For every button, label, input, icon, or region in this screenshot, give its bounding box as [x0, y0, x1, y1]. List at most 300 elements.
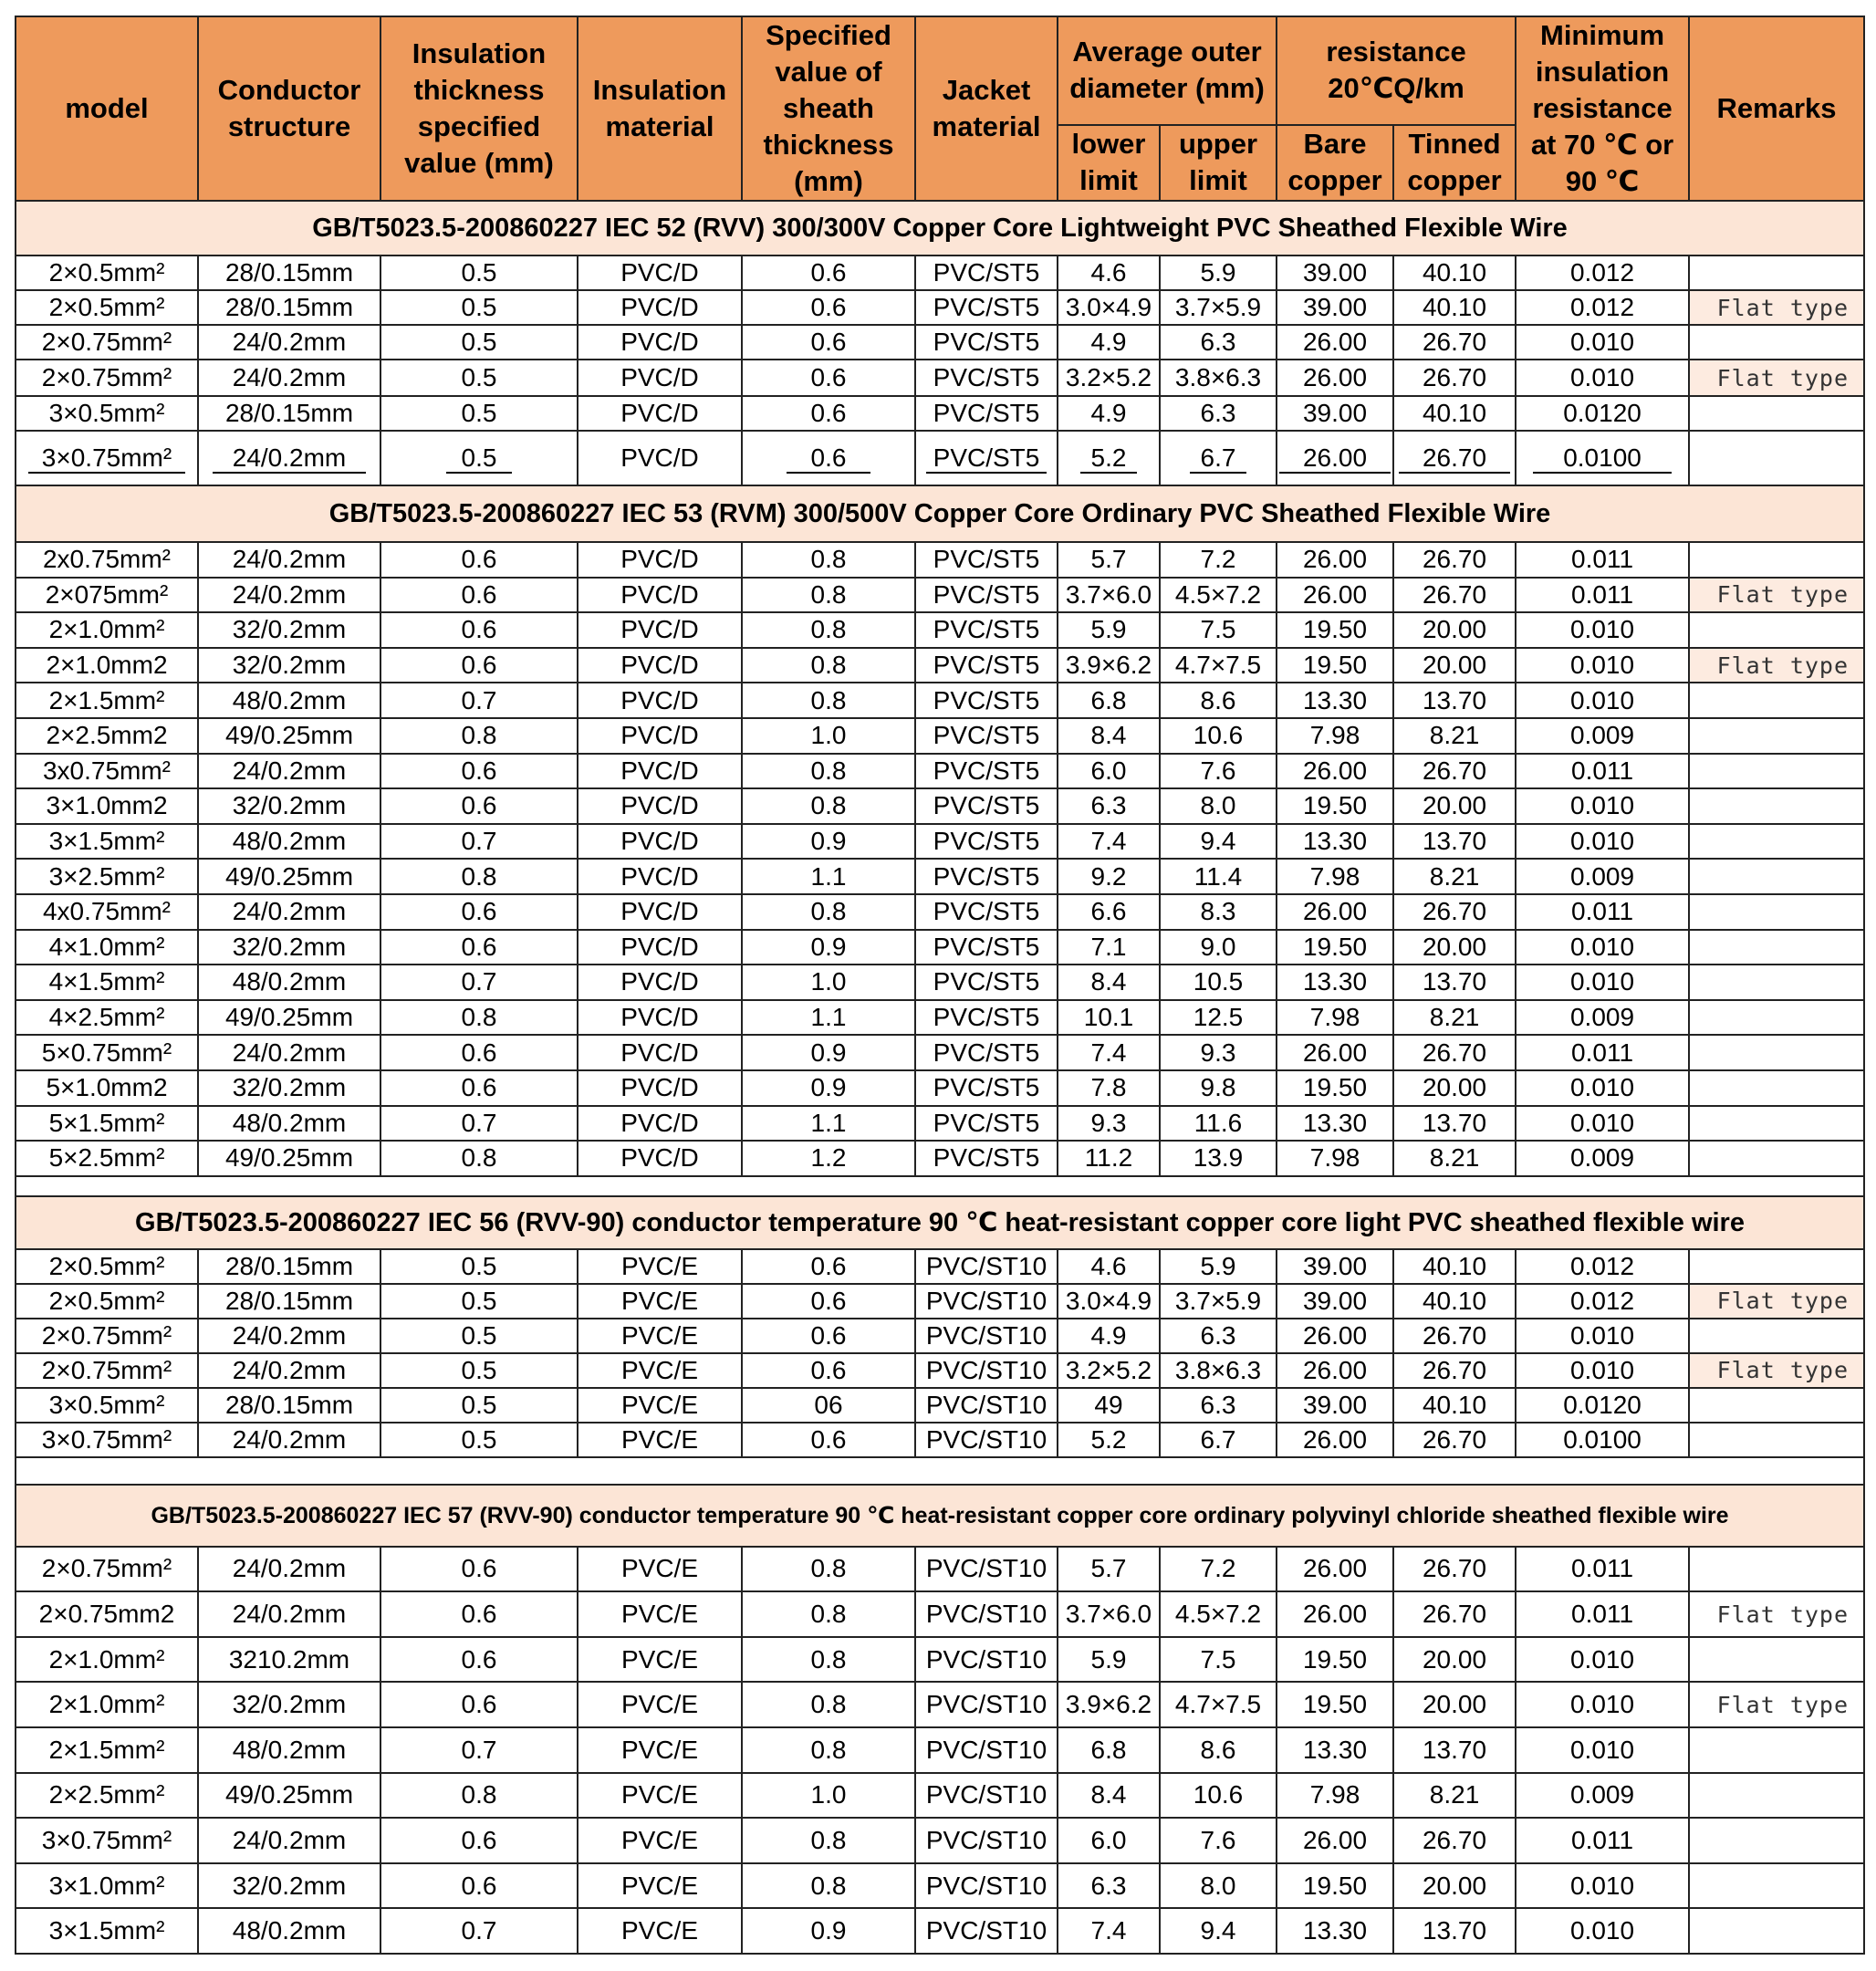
cell-jacket-material: PVC/ST10: [915, 1249, 1058, 1284]
cell-conductor-structure: 24/0.2mm: [198, 1423, 380, 1457]
cell-jacket-material: PVC/ST5: [915, 1070, 1058, 1106]
table-row: [16, 824, 1864, 860]
cell-value: 0.5: [446, 444, 512, 474]
cell-diameter-lower-limit: 4.9: [1058, 325, 1160, 360]
cell-insulation-thickness: 0.5: [380, 360, 578, 396]
cell-resistance-bare-copper: 26.00: [1277, 1423, 1393, 1457]
cell-diameter-lower-limit: 5.7: [1058, 542, 1160, 578]
cell-resistance-tinned-copper: 26.70: [1393, 754, 1516, 789]
cell-diameter-upper-limit: 5.9: [1160, 256, 1277, 290]
cell-insulation-thickness: 0.6: [380, 1547, 578, 1592]
table-row: [16, 578, 1864, 613]
cell-resistance-bare-copper: 26.00: [1277, 1818, 1393, 1863]
cell-sheath-thickness: 0.8: [742, 1863, 915, 1909]
table-row: [16, 612, 1864, 648]
cell-min-insulation-resistance: 0.010: [1516, 965, 1689, 1000]
cell-min-insulation-resistance: 0.010: [1516, 360, 1689, 396]
cell-model: 3×1.5mm²: [16, 1908, 198, 1954]
cell-resistance-bare-copper: 39.00: [1277, 256, 1393, 290]
cell-jacket-material: PVC/ST5: [915, 754, 1058, 789]
cell-remarks: [1689, 859, 1864, 894]
cell-jacket-material: PVC/ST10: [915, 1818, 1058, 1863]
cell-sheath-thickness: 0.6: [742, 1249, 915, 1284]
cell-insulation-thickness: 0.6: [380, 1637, 578, 1683]
cell-jacket-material: PVC/ST5: [915, 1106, 1058, 1142]
table-row: [16, 1908, 1864, 1954]
cell-resistance-bare-copper: 7.98: [1277, 1141, 1393, 1176]
cell-insulation-material: PVC/E: [578, 1637, 742, 1683]
cell-jacket-material: PVC/ST5: [915, 1000, 1058, 1036]
cell-diameter-upper-limit: 3.8×6.3: [1160, 1353, 1277, 1388]
cell-value: 0.0100: [1533, 444, 1672, 474]
cell-resistance-tinned-copper: 20.00: [1393, 1637, 1516, 1683]
cell-remarks: [1689, 788, 1864, 824]
cell-resistance-bare-copper: 19.50: [1277, 788, 1393, 824]
cell-remarks: [1689, 1773, 1864, 1819]
cell-insulation-material: PVC/D: [578, 894, 742, 930]
cell-resistance-tinned-copper: 26.70: [1393, 1319, 1516, 1353]
cell-conductor-structure: 48/0.2mm: [198, 1727, 380, 1773]
cell-sheath-thickness: 0.8: [742, 1547, 915, 1592]
cell-insulation-thickness: 0.8: [380, 718, 578, 754]
cell-model: 3×0.5mm²: [16, 1388, 198, 1423]
cell-model: 2×0.5mm²: [16, 1284, 198, 1319]
cell-conductor-structure: 32/0.2mm: [198, 1070, 380, 1106]
cell-conductor-structure: 32/0.2mm: [198, 1863, 380, 1909]
cell-jacket-material: PVC/ST10: [915, 1637, 1058, 1683]
table-row: [16, 754, 1864, 789]
cell-conductor-structure: 49/0.25mm: [198, 1000, 380, 1036]
cell-conductor-structure: 24/0.2mm: [198, 1035, 380, 1070]
cell-model: 2×1.0mm²: [16, 1637, 198, 1683]
cell-insulation-material: PVC/E: [578, 1682, 742, 1727]
cell-resistance-bare-copper: 19.50: [1277, 1637, 1393, 1683]
cell-insulation-thickness: 0.6: [380, 542, 578, 578]
cell-insulation-thickness: 0.7: [380, 1106, 578, 1142]
cell-jacket-material: PVC/ST5: [915, 788, 1058, 824]
table-row: [16, 788, 1864, 824]
table-row: [16, 1637, 1864, 1683]
cell-remarks: [1689, 1908, 1864, 1954]
cell-model: 4x0.75mm²: [16, 894, 198, 930]
cell-insulation-material: PVC/D: [578, 325, 742, 360]
cell-sheath-thickness: 0.8: [742, 1727, 915, 1773]
cell-jacket-material: PVC/ST5: [915, 859, 1058, 894]
cell-resistance-tinned-copper: 40.10: [1393, 396, 1516, 431]
cell-diameter-lower-limit: 8.4: [1058, 965, 1160, 1000]
cell-remarks: [1689, 1106, 1864, 1142]
cell-jacket-material: PVC/ST5: [915, 1141, 1058, 1176]
cell-diameter-upper-limit: 7.5: [1160, 1637, 1277, 1683]
cell-min-insulation-resistance: 0.012: [1516, 290, 1689, 325]
cell-sheath-thickness: 1.1: [742, 859, 915, 894]
cell-insulation-material: PVC/E: [578, 1908, 742, 1954]
cell-diameter-lower-limit: 49: [1058, 1388, 1160, 1423]
spacer-row: [16, 1176, 1864, 1196]
cell-sheath-thickness: 0.8: [742, 1591, 915, 1637]
cell-diameter-lower-limit: 3.2×5.2: [1058, 360, 1160, 396]
cell-conductor-structure: 28/0.15mm: [198, 1249, 380, 1284]
cell-resistance-tinned-copper: 20.00: [1393, 612, 1516, 648]
cell-insulation-thickness: 0.6: [380, 648, 578, 683]
cell-diameter-lower-limit: 7.1: [1058, 930, 1160, 965]
cell-diameter-upper-limit: 3.7×5.9: [1160, 1284, 1277, 1319]
cell-resistance-bare-copper: 39.00: [1277, 396, 1393, 431]
cell-resistance-bare-copper: 19.50: [1277, 1070, 1393, 1106]
cell-insulation-thickness: 0.7: [380, 1727, 578, 1773]
cell-insulation-thickness: 0.6: [380, 1070, 578, 1106]
spacer-cell: [16, 1457, 1864, 1485]
cell-insulation-material: PVC/D: [578, 431, 742, 485]
cell-resistance-tinned-copper: 13.70: [1393, 1106, 1516, 1142]
cell-min-insulation-resistance: 0.011: [1516, 1591, 1689, 1637]
cell-min-insulation-resistance: 0.012: [1516, 1284, 1689, 1319]
header-sheath-thickness: Specified value of sheath thickness (mm): [742, 16, 915, 201]
cell-resistance-bare-copper: 39.00: [1277, 1284, 1393, 1319]
cell-resistance-tinned-copper: 20.00: [1393, 648, 1516, 683]
cell-insulation-thickness: 0.5: [380, 1319, 578, 1353]
cell-resistance-tinned-copper: 40.10: [1393, 1249, 1516, 1284]
cell-diameter-lower-limit: 6.3: [1058, 1863, 1160, 1909]
header-insulation-material: Insulation material: [578, 16, 742, 201]
cell-remarks: [1689, 1000, 1864, 1036]
cell-insulation-thickness: 0.6: [380, 788, 578, 824]
cell-jacket-material: PVC/ST5: [915, 965, 1058, 1000]
table-row: [16, 718, 1864, 754]
cell-resistance-tinned-copper: 13.70: [1393, 683, 1516, 718]
cell-insulation-material: PVC/E: [578, 1818, 742, 1863]
cell-resistance-tinned-copper: 13.70: [1393, 1908, 1516, 1954]
cell-conductor-structure: 48/0.2mm: [198, 683, 380, 718]
table-row: [16, 683, 1864, 718]
cell-diameter-upper-limit: 7.2: [1160, 1547, 1277, 1592]
cell-remarks: [1689, 542, 1864, 578]
cell-insulation-material: PVC/D: [578, 754, 742, 789]
cell-min-insulation-resistance: 0.010: [1516, 1682, 1689, 1727]
cell-resistance-bare-copper: 19.50: [1277, 1682, 1393, 1727]
cell-resistance-bare-copper: 19.50: [1277, 612, 1393, 648]
cell-conductor-structure: 24/0.2mm: [198, 325, 380, 360]
cell-conductor-structure: 24/0.2mm: [198, 360, 380, 396]
cell-min-insulation-resistance: 0.011: [1516, 542, 1689, 578]
cell-diameter-lower-limit: 4.6: [1058, 256, 1160, 290]
cell-insulation-thickness: 0.6: [380, 1591, 578, 1637]
cell-conductor-structure: 32/0.2mm: [198, 1682, 380, 1727]
cell-model: 5×1.5mm²: [16, 1106, 198, 1142]
section-title: GB/T5023.5-200860227 IEC 52 (RVV) 300/300V Copper Core Lightweight PVC Sheathed Flexible Wire: [16, 201, 1864, 256]
table-row: [16, 1035, 1864, 1070]
cell-min-insulation-resistance: 0.010: [1516, 612, 1689, 648]
cell-jacket-material: PVC/ST10: [915, 1591, 1058, 1637]
table-row: [16, 360, 1864, 396]
cell-resistance-bare-copper: 26.00: [1277, 578, 1393, 613]
cell-resistance-bare-copper: 26.00: [1277, 1319, 1393, 1353]
cell-diameter-upper-limit: 6.3: [1160, 325, 1277, 360]
cell-resistance-bare-copper: 13.30: [1277, 1908, 1393, 1954]
cell-min-insulation-resistance: 0.010: [1516, 1908, 1689, 1954]
cell-resistance-tinned-copper: 13.70: [1393, 1727, 1516, 1773]
cell-resistance-tinned-copper: 26.70: [1393, 1818, 1516, 1863]
cell-sheath-thickness: 0.8: [742, 754, 915, 789]
cell-conductor-structure: 28/0.15mm: [198, 396, 380, 431]
cell-remarks: [1689, 965, 1864, 1000]
cell-conductor-structure: 32/0.2mm: [198, 648, 380, 683]
cell-insulation-material: PVC/D: [578, 1070, 742, 1106]
cell-resistance-bare-copper: 7.98: [1277, 859, 1393, 894]
cell-resistance-tinned-copper: 26.70: [1393, 578, 1516, 613]
cell-jacket-material: PVC/ST5: [915, 542, 1058, 578]
cell-diameter-lower-limit: 5.9: [1058, 1637, 1160, 1683]
cell-resistance-bare-copper: 13.30: [1277, 683, 1393, 718]
cell-insulation-material: PVC/D: [578, 965, 742, 1000]
cell-jacket-material: PVC/ST5: [915, 718, 1058, 754]
cell-min-insulation-resistance: 0.011: [1516, 578, 1689, 613]
cell-diameter-lower-limit: 6.8: [1058, 683, 1160, 718]
cell-resistance-tinned-copper: 8.21: [1393, 859, 1516, 894]
cell-value: 26.70: [1399, 444, 1510, 474]
cell-diameter-lower-limit: 3.0×4.9: [1058, 290, 1160, 325]
cell-diameter-upper-limit: 5.9: [1160, 1249, 1277, 1284]
header-conductor-structure: Conductor structure: [198, 16, 380, 201]
cell-min-insulation-resistance: 0.010: [1516, 1070, 1689, 1106]
cell-diameter-upper-limit: 9.0: [1160, 930, 1277, 965]
cell-resistance-tinned-copper: 26.70: [1393, 360, 1516, 396]
section-title-row: [16, 485, 1864, 542]
table-row: [16, 290, 1864, 325]
cell-jacket-material: PVC/ST5: [915, 894, 1058, 930]
cell-model: 2×0.75mm2: [16, 1591, 198, 1637]
cell-insulation-material: PVC/D: [578, 1035, 742, 1070]
cell-insulation-thickness: 0.5: [380, 1423, 578, 1457]
cell-model: 2×1.0mm²: [16, 612, 198, 648]
cell-remarks: [1689, 1035, 1864, 1070]
header-upper-limit: upper limit: [1160, 125, 1277, 201]
cell-insulation-thickness: 0.5: [380, 1249, 578, 1284]
cell-conductor-structure: 49/0.25mm: [198, 718, 380, 754]
cell-min-insulation-resistance: 0.012: [1516, 1249, 1689, 1284]
cell-jacket-material: PVC/ST5: [915, 1035, 1058, 1070]
cell-resistance-tinned-copper: [1393, 431, 1516, 485]
header-model: model: [16, 16, 198, 201]
cell-conductor-structure: 28/0.15mm: [198, 1284, 380, 1319]
cell-diameter-upper-limit: 8.6: [1160, 1727, 1277, 1773]
cell-sheath-thickness: 0.6: [742, 325, 915, 360]
cell-conductor-structure: 48/0.2mm: [198, 1908, 380, 1954]
cell-resistance-bare-copper: 7.98: [1277, 1000, 1393, 1036]
table-row: [16, 965, 1864, 1000]
cell-model: 2×075mm²: [16, 578, 198, 613]
cell-conductor-structure: 3210.2mm: [198, 1637, 380, 1683]
cell-conductor-structure: 24/0.2mm: [198, 578, 380, 613]
cell-sheath-thickness: 0.6: [742, 360, 915, 396]
cell-diameter-lower-limit: 8.4: [1058, 718, 1160, 754]
cell-model: 2×1.5mm²: [16, 683, 198, 718]
cable-spec-table: [15, 16, 1865, 1955]
cell-resistance-bare-copper: 19.50: [1277, 930, 1393, 965]
cell-remarks: [1689, 1249, 1864, 1284]
cell-sheath-thickness: [742, 431, 915, 485]
cell-diameter-lower-limit: 7.4: [1058, 1035, 1160, 1070]
cell-value: 6.7: [1190, 444, 1246, 474]
cell-insulation-material: PVC/D: [578, 648, 742, 683]
table-row: [16, 1591, 1864, 1637]
cell-insulation-thickness: 0.6: [380, 1818, 578, 1863]
cell-diameter-lower-limit: 3.0×4.9: [1058, 1284, 1160, 1319]
cell-diameter-upper-limit: 9.8: [1160, 1070, 1277, 1106]
cell-min-insulation-resistance: 0.011: [1516, 1547, 1689, 1592]
cell-resistance-tinned-copper: 40.10: [1393, 1284, 1516, 1319]
cell-diameter-upper-limit: 4.5×7.2: [1160, 1591, 1277, 1637]
cell-jacket-material: PVC/ST10: [915, 1319, 1058, 1353]
cell-insulation-material: PVC/D: [578, 612, 742, 648]
section-title-row: [16, 1196, 1864, 1249]
cell-jacket-material: PVC/ST5: [915, 612, 1058, 648]
cell-model: 3×0.5mm²: [16, 396, 198, 431]
cell-remarks: [1689, 1423, 1864, 1457]
cell-sheath-thickness: 1.2: [742, 1141, 915, 1176]
cell-sheath-thickness: 06: [742, 1388, 915, 1423]
cell-conductor-structure: 48/0.2mm: [198, 1106, 380, 1142]
cell-resistance-bare-copper: 13.30: [1277, 965, 1393, 1000]
cell-sheath-thickness: 0.8: [742, 683, 915, 718]
cell-diameter-lower-limit: 7.4: [1058, 1908, 1160, 1954]
section-title-row: [16, 1485, 1864, 1547]
cell-min-insulation-resistance: 0.011: [1516, 1818, 1689, 1863]
cell-conductor-structure: 48/0.2mm: [198, 824, 380, 860]
cell-conductor-structure: 32/0.2mm: [198, 788, 380, 824]
cell-insulation-material: PVC/E: [578, 1388, 742, 1423]
cell-jacket-material: PVC/ST5: [915, 683, 1058, 718]
cell-diameter-upper-limit: 3.7×5.9: [1160, 290, 1277, 325]
cell-sheath-thickness: 0.6: [742, 1353, 915, 1388]
cell-remarks: [1689, 396, 1864, 431]
cell-sheath-thickness: 0.8: [742, 1818, 915, 1863]
cell-model: 2×1.0mm2: [16, 648, 198, 683]
cell-insulation-thickness: 0.5: [380, 290, 578, 325]
cell-min-insulation-resistance: 0.010: [1516, 1353, 1689, 1388]
cell-jacket-material: PVC/ST5: [915, 396, 1058, 431]
cell-resistance-tinned-copper: 26.70: [1393, 894, 1516, 930]
cell-diameter-lower-limit: 4.9: [1058, 396, 1160, 431]
cell-model: 2×2.5mm²: [16, 1773, 198, 1819]
cell-remarks: Flat type: [1689, 1284, 1864, 1319]
cell-model: 2×0.75mm²: [16, 325, 198, 360]
cell-resistance-bare-copper: 26.00: [1277, 360, 1393, 396]
cell-min-insulation-resistance: 0.012: [1516, 256, 1689, 290]
cell-jacket-material: PVC/ST5: [915, 360, 1058, 396]
cell-insulation-material: PVC/E: [578, 1863, 742, 1909]
table-row: [16, 431, 1864, 485]
cell-min-insulation-resistance: 0.010: [1516, 648, 1689, 683]
cell-conductor-structure: 28/0.15mm: [198, 256, 380, 290]
cell-diameter-lower-limit: 4.6: [1058, 1249, 1160, 1284]
cell-min-insulation-resistance: 0.0120: [1516, 1388, 1689, 1423]
cell-insulation-thickness: 0.5: [380, 325, 578, 360]
cell-sheath-thickness: 0.8: [742, 1682, 915, 1727]
cell-remarks: [1689, 718, 1864, 754]
cell-model: 2×2.5mm2: [16, 718, 198, 754]
cell-resistance-tinned-copper: 26.70: [1393, 325, 1516, 360]
cell-sheath-thickness: 1.0: [742, 965, 915, 1000]
cell-diameter-lower-limit: 6.0: [1058, 1818, 1160, 1863]
cell-diameter-upper-limit: 9.3: [1160, 1035, 1277, 1070]
cell-resistance-tinned-copper: 40.10: [1393, 290, 1516, 325]
cell-remarks: [1689, 612, 1864, 648]
cell-remarks: Flat type: [1689, 360, 1864, 396]
cell-min-insulation-resistance: [1516, 431, 1689, 485]
cell-diameter-lower-limit: 3.9×6.2: [1058, 648, 1160, 683]
cell-diameter-upper-limit: 10.6: [1160, 1773, 1277, 1819]
cell-remarks: [1689, 1319, 1864, 1353]
cell-model: 3×2.5mm²: [16, 859, 198, 894]
cell-diameter-lower-limit: 9.3: [1058, 1106, 1160, 1142]
cell-diameter-lower-limit: 6.0: [1058, 754, 1160, 789]
cell-jacket-material: PVC/ST10: [915, 1388, 1058, 1423]
cell-jacket-material: PVC/ST10: [915, 1727, 1058, 1773]
cell-remarks: [1689, 754, 1864, 789]
cell-sheath-thickness: 0.8: [742, 612, 915, 648]
spacer-row: [16, 1457, 1864, 1485]
cell-insulation-material: PVC/E: [578, 1727, 742, 1773]
section-title: GB/T5023.5-200860227 IEC 56 (RVV-90) conductor temperature 90 ℃ heat-resistant copper core light PVC sheathed flexible wire: [16, 1196, 1864, 1249]
cell-resistance-tinned-copper: 20.00: [1393, 1070, 1516, 1106]
cell-conductor-structure: 49/0.25mm: [198, 859, 380, 894]
cell-sheath-thickness: 1.1: [742, 1000, 915, 1036]
table-row: [16, 1000, 1864, 1036]
cell-min-insulation-resistance: 0.0120: [1516, 396, 1689, 431]
cell-sheath-thickness: 0.8: [742, 542, 915, 578]
cell-remarks: [1689, 325, 1864, 360]
cell-diameter-upper-limit: 11.4: [1160, 859, 1277, 894]
cell-model: 2×0.5mm²: [16, 256, 198, 290]
cell-resistance-tinned-copper: 20.00: [1393, 930, 1516, 965]
cell-insulation-material: PVC/E: [578, 1353, 742, 1388]
cell-sheath-thickness: 1.0: [742, 1773, 915, 1819]
cell-value: 24/0.2mm: [213, 444, 366, 474]
cell-resistance-tinned-copper: 26.70: [1393, 542, 1516, 578]
cell-model: 3×1.5mm²: [16, 824, 198, 860]
cell-insulation-material: PVC/D: [578, 930, 742, 965]
cell-diameter-lower-limit: 3.7×6.0: [1058, 1591, 1160, 1637]
cell-jacket-material: PVC/ST10: [915, 1284, 1058, 1319]
cell-remarks: [1689, 1727, 1864, 1773]
cell-conductor-structure: 28/0.15mm: [198, 1388, 380, 1423]
cell-remarks: [1689, 1547, 1864, 1592]
table-row: [16, 1682, 1864, 1727]
cell-remarks: [1689, 824, 1864, 860]
cell-insulation-material: PVC/D: [578, 1000, 742, 1036]
cell-min-insulation-resistance: 0.010: [1516, 930, 1689, 965]
cell-value: 5.2: [1080, 444, 1137, 474]
cell-resistance-bare-copper: 13.30: [1277, 1727, 1393, 1773]
table-row: [16, 256, 1864, 290]
cell-resistance-bare-copper: 7.98: [1277, 1773, 1393, 1819]
cell-resistance-bare-copper: 26.00: [1277, 1591, 1393, 1637]
cell-model: 3×0.75mm²: [16, 1818, 198, 1863]
cell-jacket-material: PVC/ST10: [915, 1423, 1058, 1457]
section-title: GB/T5023.5-200860227 IEC 57 (RVV-90) conductor temperature 90 ℃ heat-resistant copper core ordinary polyvinyl chloride sheathed flexible wire: [16, 1485, 1864, 1547]
cell-conductor-structure: 48/0.2mm: [198, 965, 380, 1000]
cell-min-insulation-resistance: 0.009: [1516, 1000, 1689, 1036]
cell-diameter-upper-limit: 8.0: [1160, 1863, 1277, 1909]
cell-insulation-material: PVC/E: [578, 1319, 742, 1353]
cell-insulation-thickness: 0.7: [380, 824, 578, 860]
cell-sheath-thickness: 0.8: [742, 648, 915, 683]
header-average-outer-diameter: Average outer diameter (mm): [1058, 16, 1277, 125]
cell-remarks: Flat type: [1689, 1682, 1864, 1727]
cell-remarks: [1689, 683, 1864, 718]
cell-sheath-thickness: 0.6: [742, 256, 915, 290]
